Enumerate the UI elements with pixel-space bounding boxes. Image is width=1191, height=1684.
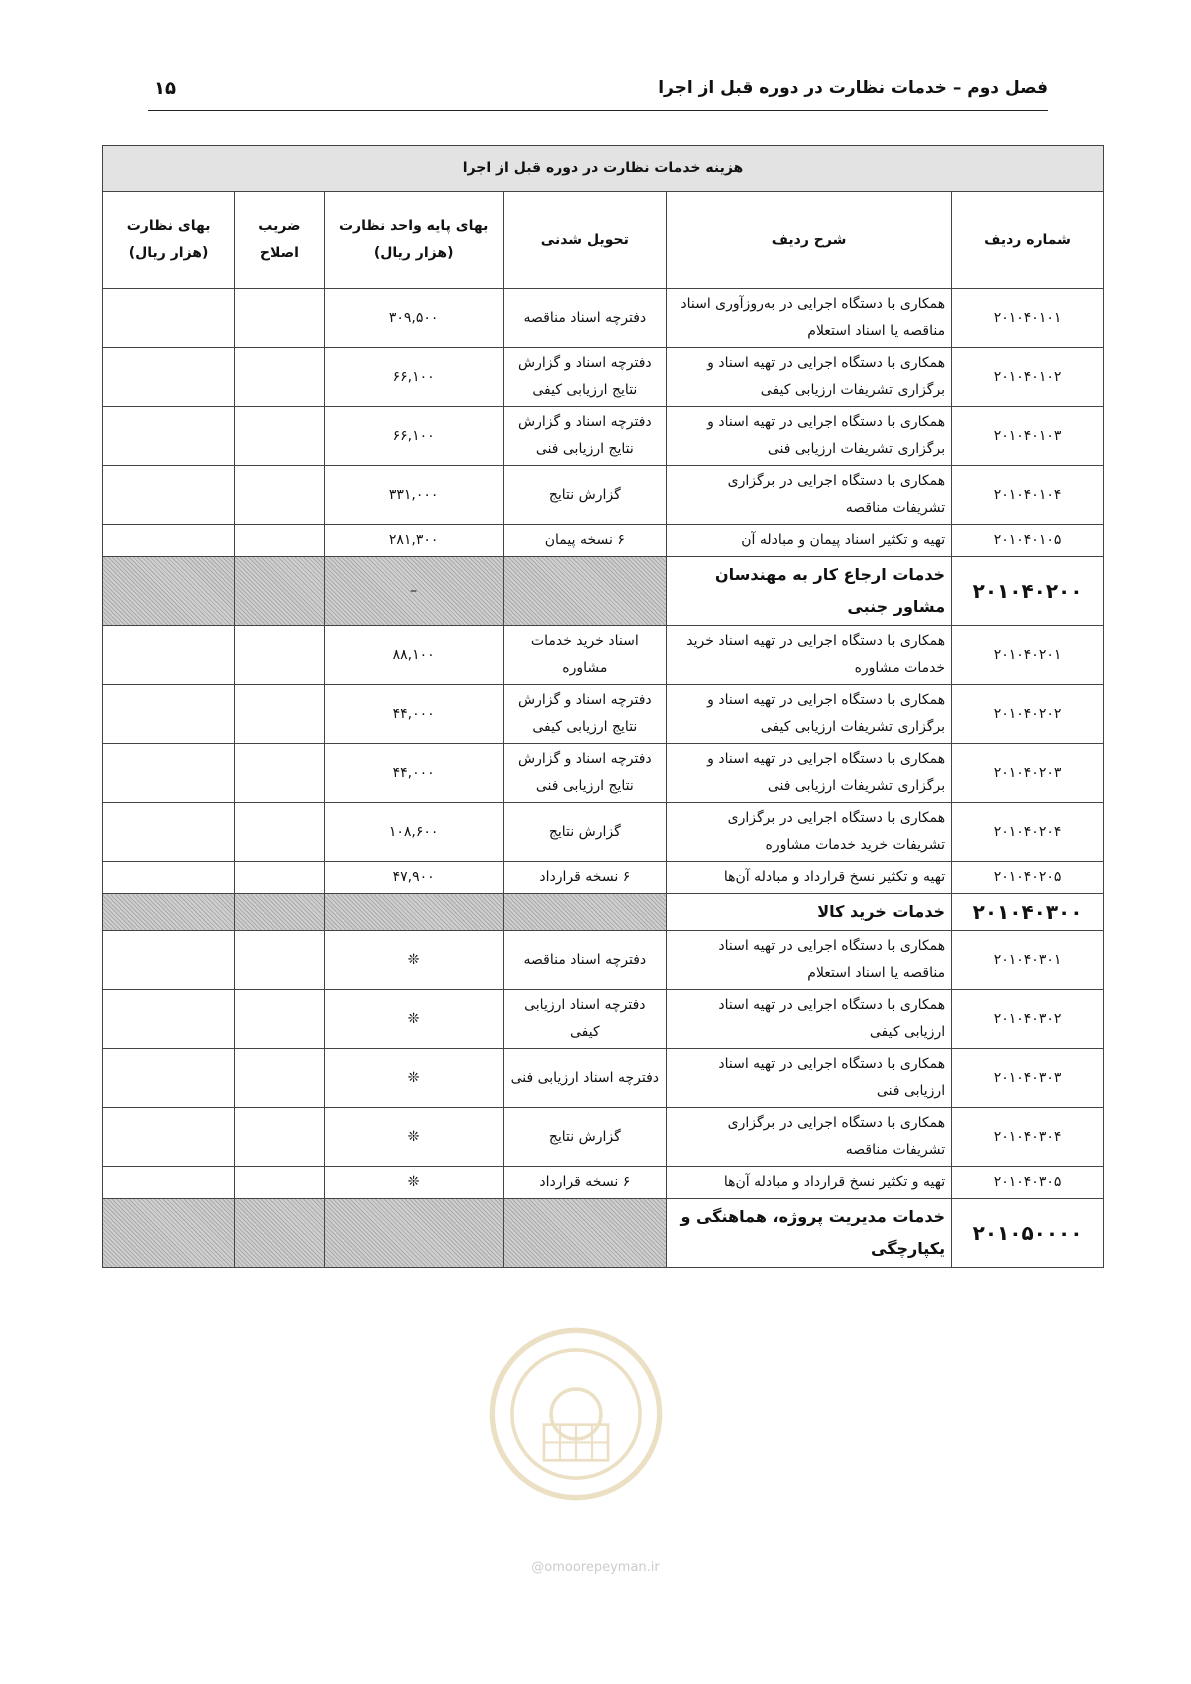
table-title: هزینه خدمات نظارت در دوره قبل از اجرا [103, 146, 1104, 192]
row-base-price: ۳۳۱,۰۰۰ [324, 466, 503, 525]
row-coefficient [235, 1199, 324, 1268]
row-code: ۲۰۱۰۴۰۲۰۲ [952, 685, 1104, 744]
row-base-price: ❊ [324, 1049, 503, 1108]
row-supervision-price [103, 289, 235, 348]
row-supervision-price [103, 626, 235, 685]
table-row [103, 626, 1104, 685]
row-description: همکاری با دستگاه اجرایی در تهیه اسناد و برگزاری تشریفات ارزیابی کیفی [667, 685, 952, 744]
table-row [103, 407, 1104, 466]
row-description: تهیه و تکثیر اسناد پیمان و مبادله آن [667, 525, 952, 557]
row-supervision-price [103, 685, 235, 744]
row-deliverable: گزارش نتایج [503, 1108, 666, 1167]
row-deliverable [503, 1199, 666, 1268]
row-supervision-price [103, 744, 235, 803]
row-coefficient [235, 348, 324, 407]
row-base-price: ۳۰۹,۵۰۰ [324, 289, 503, 348]
row-description: همکاری با دستگاه اجرایی در تهیه اسناد مناقصه یا اسناد استعلام [667, 931, 952, 990]
row-coefficient [235, 894, 324, 931]
row-deliverable: دفترچه اسناد ارزیابی کیفی [503, 990, 666, 1049]
row-description: خدمات مدیریت پروژه، هماهنگی و یکپارچگی [667, 1199, 952, 1268]
row-supervision-price [103, 990, 235, 1049]
row-description: همکاری با دستگاه اجرایی در تهیه اسناد و برگزاری تشریفات ارزیابی کیفی [667, 348, 952, 407]
row-base-price: ۶۶,۱۰۰ [324, 407, 503, 466]
row-base-price: ۱۰۸,۶۰۰ [324, 803, 503, 862]
row-code: ۲۰۱۰۴۰۱۰۱ [952, 289, 1104, 348]
table-row [103, 525, 1104, 557]
column-header-deliverable: تحویل شدنی [503, 192, 666, 289]
row-supervision-price [103, 862, 235, 894]
row-description: تهیه و تکثیر نسخ قرارداد و مبادله آن‌ها [667, 1167, 952, 1199]
row-coefficient [235, 407, 324, 466]
row-coefficient [235, 466, 324, 525]
row-deliverable: دفترچه اسناد ارزیابی فنی [503, 1049, 666, 1108]
column-header-code: شماره ردیف [952, 192, 1104, 289]
column-header-description: شرح ردیف [667, 192, 952, 289]
row-description: همکاری با دستگاه اجرایی در به‌روزآوری اسناد مناقصه یا اسناد استعلام [667, 289, 952, 348]
row-supervision-price [103, 407, 235, 466]
row-supervision-price [103, 894, 235, 931]
group-row [103, 557, 1104, 626]
row-base-price [324, 894, 503, 931]
row-deliverable: دفترچه اسناد و گزارش نتایج ارزیابی فنی [503, 407, 666, 466]
row-description: همکاری با دستگاه اجرایی در تهیه اسناد و برگزاری تشریفات ارزیابی فنی [667, 744, 952, 803]
row-base-price: – [324, 557, 503, 626]
row-code: ۲۰۱۰۴۰۳۰۳ [952, 1049, 1104, 1108]
row-deliverable: دفترچه اسناد و گزارش نتایج ارزیابی کیفی [503, 685, 666, 744]
row-code: ۲۰۱۰۴۰۲۰۱ [952, 626, 1104, 685]
row-supervision-price [103, 1108, 235, 1167]
table-row [103, 466, 1104, 525]
row-coefficient [235, 525, 324, 557]
table-row [103, 990, 1104, 1049]
row-deliverable: ۶ نسخه پیمان [503, 525, 666, 557]
row-coefficient [235, 685, 324, 744]
row-code: ۲۰۱۰۴۰۱۰۳ [952, 407, 1104, 466]
row-coefficient [235, 557, 324, 626]
table-row [103, 1167, 1104, 1199]
row-coefficient [235, 1049, 324, 1108]
row-coefficient [235, 862, 324, 894]
row-code: ۲۰۱۰۴۰۱۰۴ [952, 466, 1104, 525]
row-deliverable: دفترچه اسناد و گزارش نتایج ارزیابی فنی [503, 744, 666, 803]
row-base-price: ۴۴,۰۰۰ [324, 744, 503, 803]
row-base-price: ❊ [324, 990, 503, 1049]
row-deliverable: دفترچه اسناد و گزارش نتایج ارزیابی کیفی [503, 348, 666, 407]
row-code: ۲۰۱۰۴۰۳۰۵ [952, 1167, 1104, 1199]
row-supervision-price [103, 1199, 235, 1268]
row-deliverable: گزارش نتایج [503, 466, 666, 525]
table-row [103, 1049, 1104, 1108]
row-description: خدمات ارجاع کار به مهندسان مشاور جنبی [667, 557, 952, 626]
row-description: خدمات خرید کالا [667, 894, 952, 931]
table-row [103, 685, 1104, 744]
table-body [103, 289, 1104, 1268]
row-description: همکاری با دستگاه اجرایی در تهیه اسناد خرید خدمات مشاوره [667, 626, 952, 685]
page-number: ۱۵ [154, 78, 176, 99]
row-coefficient [235, 803, 324, 862]
row-coefficient [235, 1108, 324, 1167]
row-coefficient [235, 990, 324, 1049]
row-description: همکاری با دستگاه اجرایی در تهیه اسناد ارزیابی فنی [667, 1049, 952, 1108]
row-supervision-price [103, 931, 235, 990]
row-deliverable: گزارش نتایج [503, 803, 666, 862]
row-deliverable: ۶ نسخه قرارداد [503, 1167, 666, 1199]
row-supervision-price [103, 525, 235, 557]
row-code: ۲۰۱۰۵۰۰۰۰ [952, 1199, 1104, 1268]
row-description: همکاری با دستگاه اجرایی در تهیه اسناد و برگزاری تشریفات ارزیابی فنی [667, 407, 952, 466]
table-row [103, 744, 1104, 803]
watermark-site: @omoorepeyman.ir [531, 1560, 660, 1575]
column-header-supervision-price: بهای نظارت (هزار ریال) [103, 192, 235, 289]
row-code: ۲۰۱۰۴۰۳۰۴ [952, 1108, 1104, 1167]
table-row [103, 803, 1104, 862]
group-row [103, 894, 1104, 931]
seal-logo-icon [487, 1325, 665, 1503]
row-description: تهیه و تکثیر نسخ قرارداد و مبادله آن‌ها [667, 862, 952, 894]
row-supervision-price [103, 557, 235, 626]
row-coefficient [235, 1167, 324, 1199]
row-base-price: ۴۴,۰۰۰ [324, 685, 503, 744]
row-code: ۲۰۱۰۴۰۲۰۳ [952, 744, 1104, 803]
row-base-price: ۸۸,۱۰۰ [324, 626, 503, 685]
table-row [103, 1108, 1104, 1167]
row-code: ۲۰۱۰۴۰۲۰۵ [952, 862, 1104, 894]
row-coefficient [235, 744, 324, 803]
column-header-coefficient: ضریب اصلاح [235, 192, 324, 289]
row-code: ۲۰۱۰۴۰۲۰۰ [952, 557, 1104, 626]
column-header-base-price: بهای پایه واحد نظارت (هزار ریال) [324, 192, 503, 289]
page-header [148, 70, 1048, 111]
row-supervision-price [103, 1167, 235, 1199]
row-supervision-price [103, 803, 235, 862]
table-row [103, 862, 1104, 894]
group-row [103, 1199, 1104, 1268]
row-base-price: ۶۶,۱۰۰ [324, 348, 503, 407]
chapter-title: فصل دوم – خدمات نظارت در دوره قبل از اجرا [658, 78, 1048, 98]
row-code: ۲۰۱۰۴۰۱۰۵ [952, 525, 1104, 557]
row-supervision-price [103, 466, 235, 525]
row-code: ۲۰۱۰۴۰۲۰۴ [952, 803, 1104, 862]
row-deliverable: دفترچه اسناد مناقصه [503, 931, 666, 990]
row-description: همکاری با دستگاه اجرایی در برگزاری تشریفات مناقصه [667, 466, 952, 525]
row-deliverable: ۶ نسخه قرارداد [503, 862, 666, 894]
row-code: ۲۰۱۰۴۰۳۰۱ [952, 931, 1104, 990]
row-description: همکاری با دستگاه اجرایی در تهیه اسناد ارزیابی کیفی [667, 990, 952, 1049]
row-code: ۲۰۱۰۴۰۳۰۰ [952, 894, 1104, 931]
row-deliverable: دفترچه اسناد مناقصه [503, 289, 666, 348]
row-code: ۲۰۱۰۴۰۳۰۲ [952, 990, 1104, 1049]
table-row [103, 289, 1104, 348]
row-deliverable [503, 894, 666, 931]
row-coefficient [235, 931, 324, 990]
row-supervision-price [103, 1049, 235, 1108]
row-supervision-price [103, 348, 235, 407]
row-description: همکاری با دستگاه اجرایی در برگزاری تشریفات مناقصه [667, 1108, 952, 1167]
row-coefficient [235, 626, 324, 685]
row-base-price: ۴۷,۹۰۰ [324, 862, 503, 894]
row-deliverable: اسناد خرید خدمات مشاوره [503, 626, 666, 685]
row-base-price: ❊ [324, 931, 503, 990]
row-deliverable [503, 557, 666, 626]
cost-table [102, 145, 1104, 1268]
row-coefficient [235, 289, 324, 348]
row-base-price: ❊ [324, 1108, 503, 1167]
table-row [103, 348, 1104, 407]
table-row [103, 931, 1104, 990]
row-base-price [324, 1199, 503, 1268]
row-base-price: ❊ [324, 1167, 503, 1199]
row-description: همکاری با دستگاه اجرایی در برگزاری تشریفات خرید خدمات مشاوره [667, 803, 952, 862]
row-code: ۲۰۱۰۴۰۱۰۲ [952, 348, 1104, 407]
row-base-price: ۲۸۱,۳۰۰ [324, 525, 503, 557]
